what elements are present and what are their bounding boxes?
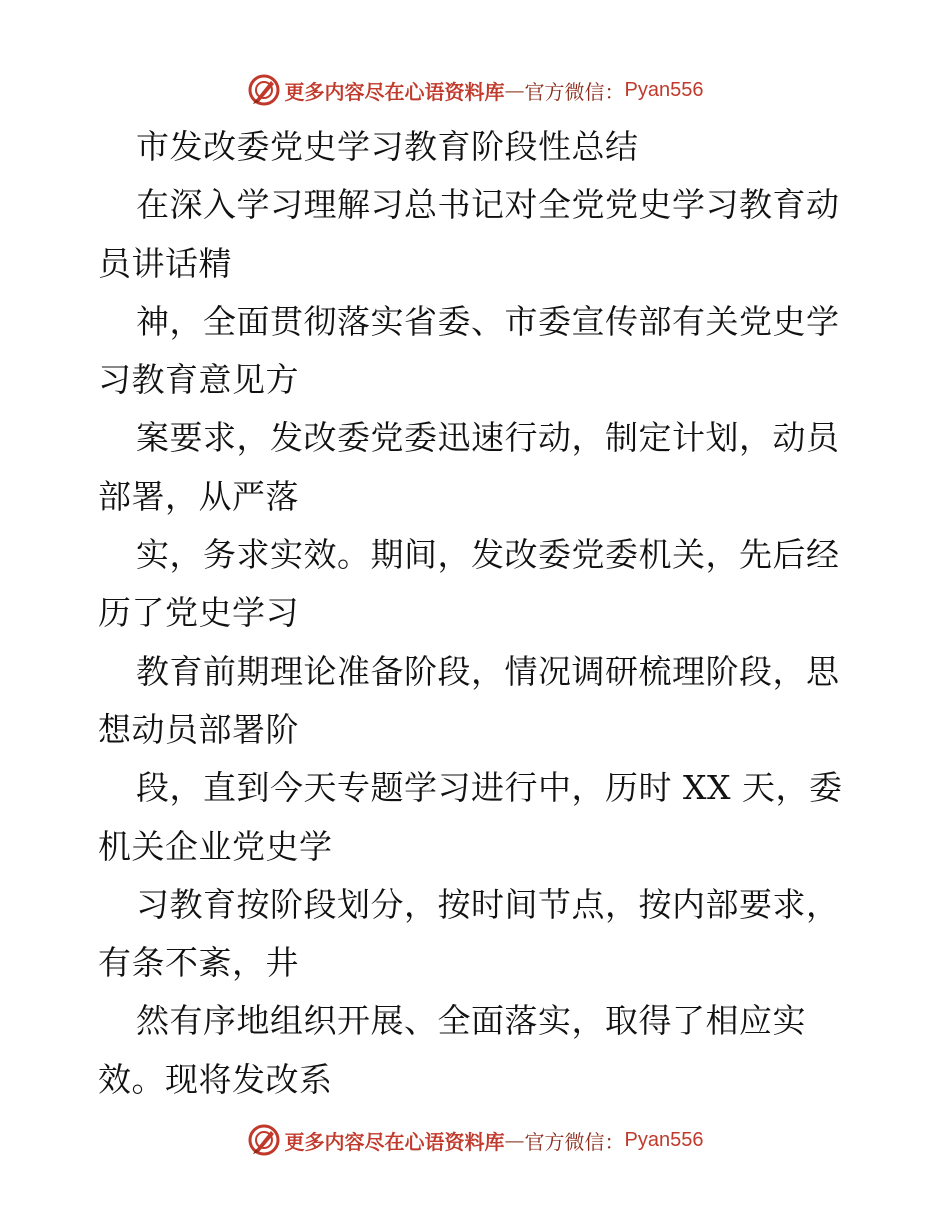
- paragraph-line: 在深入学习理解习总书记对全党党史学习教育动: [136, 185, 840, 225]
- paragraph-line: 想动员部署阶: [98, 709, 299, 749]
- paragraph-line: 段，直到今天专题学习进行中，历时 XX 天，委: [136, 768, 843, 808]
- paragraph-line: 神，全面贯彻落实省委、市委宣传部有关党史学: [136, 301, 840, 341]
- footer-wechat-id: Pyan556: [624, 1128, 704, 1151]
- paragraph-line: 教育前期理论准备阶段，情况调研梳理阶段，思: [136, 651, 840, 691]
- header-separator: —: [504, 78, 525, 102]
- footer-separator: —: [504, 1128, 525, 1152]
- pen-logo-icon: [247, 73, 281, 107]
- paragraph-line: 部署，从严落: [98, 476, 299, 516]
- paragraph-line: 案要求，发改委党委迅速行动，制定计划，动员: [136, 418, 840, 458]
- footer-wechat-label: 官方微信：: [524, 1129, 625, 1154]
- paragraph-line: 然有序地组织开展、全面落实，取得了相应实: [136, 1001, 806, 1041]
- document-body: [98, 118, 858, 1109]
- footer-brand-text: 更多内容尽在心语资料库: [284, 1129, 505, 1154]
- footer-banner: [0, 1120, 950, 1160]
- paragraph-line: 员讲话精: [98, 243, 232, 283]
- paragraph-line: 效。现将发改系: [98, 1059, 333, 1099]
- header-wechat-label: 官方微信：: [524, 79, 625, 104]
- paragraph-line: 机关企业党史学: [98, 826, 333, 866]
- paragraph-line: 有条不紊，井: [98, 943, 299, 983]
- paragraph-line: 历了党史学习: [98, 593, 299, 633]
- header-banner: [0, 70, 950, 110]
- paragraph-line: 习教育意见方: [98, 360, 299, 400]
- header-wechat-id: Pyan556: [624, 78, 704, 101]
- paragraph-line: 习教育按阶段划分，按时间节点，按内部要求，: [136, 884, 840, 924]
- header-brand-text: 更多内容尽在心语资料库: [284, 79, 505, 104]
- pen-logo-icon: [247, 1123, 281, 1157]
- document-title: 市发改委党史学习教育阶段性总结: [136, 127, 639, 166]
- paragraph-line: 实，务求实效。期间，发改委党委机关，先后经: [136, 535, 840, 575]
